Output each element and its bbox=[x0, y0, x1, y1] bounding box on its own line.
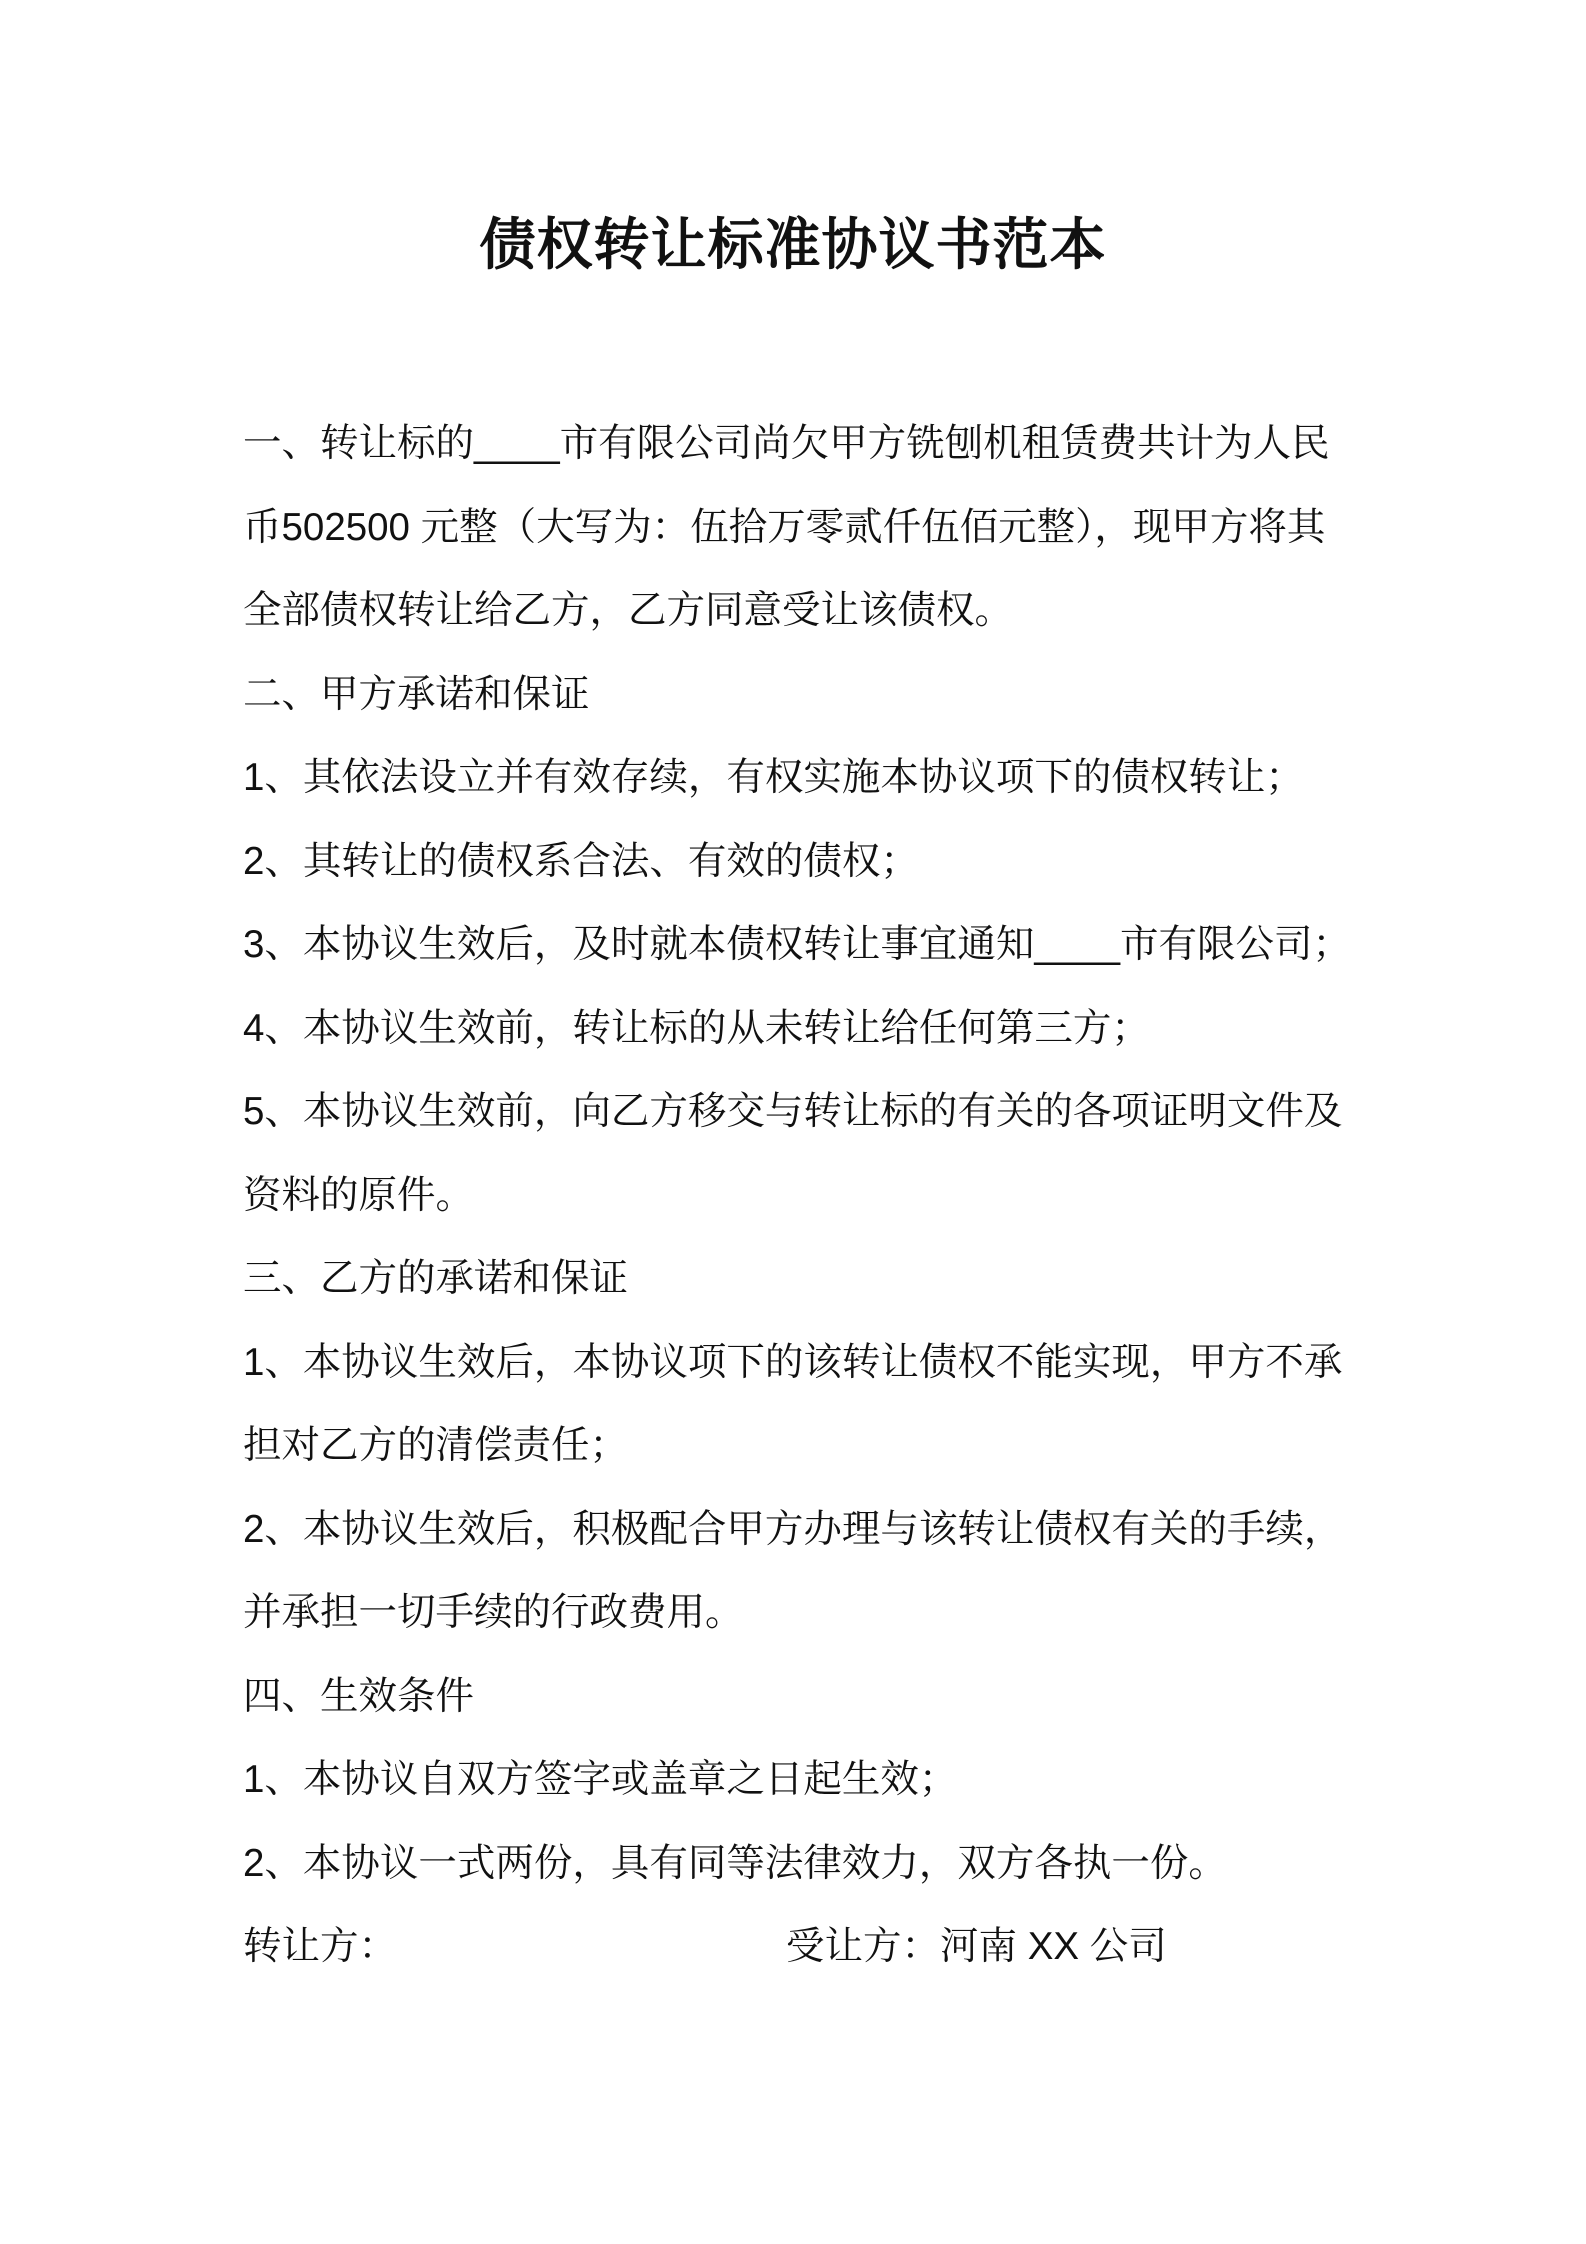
section-heading-party-b: 三、乙方的承诺和保证 bbox=[243, 1257, 629, 1300]
party-a-item-4: 4、本协议生效前，转让标的从未转让给任何第三方； bbox=[243, 1006, 1150, 1050]
clause-transfer-subject: 一、转让标的____市有限公司尚欠甲方铣刨机租赁费共计为人民币502500 元整（大写为：伍拾万零贰仟伍佰元整），现甲方将其全部债权转让给乙方，乙方同意受让该债权。 bbox=[243, 422, 1330, 632]
transferor-label: 转让方： bbox=[243, 1925, 398, 1968]
party-a-item-2: 2、其转让的债权系合法、有效的债权； bbox=[243, 839, 919, 883]
section-heading-effective: 四、生效条件 bbox=[243, 1674, 475, 1718]
document-body bbox=[243, 402, 1358, 1989]
party-a-item-5: 5、本协议生效前，向乙方移交与转让标的有关的各项证明文件及资料的原件。 bbox=[243, 1090, 1343, 1217]
effective-item-1: 1、本协议自双方签字或盖章之日起生效； bbox=[243, 1758, 958, 1801]
effective-item-2: 2、本协议一式两份，具有同等法律效力，双方各执一份。 bbox=[243, 1841, 1227, 1885]
party-b-item-1: 1、本协议生效后，本协议项下的该转让债权不能实现，甲方不承担对乙方的清偿责任； bbox=[243, 1340, 1343, 1467]
party-b-item-2: 2、本协议生效后，积极配合甲方办理与该转让债权有关的手续，并承担一切手续的行政费用。 bbox=[243, 1507, 1343, 1634]
party-a-item-3: 3、本协议生效后，及时就本债权转让事宜通知____市有限公司； bbox=[243, 923, 1352, 966]
section-heading-party-a: 二、甲方承诺和保证 bbox=[243, 672, 590, 716]
document-title: 债权转让标准协议书范本 bbox=[479, 213, 1107, 276]
transferee-label: 受让方：河南 XX 公司 bbox=[786, 1925, 1167, 1968]
party-a-item-1: 1、其依法设立并有效存续，有权实施本协议项下的债权转让； bbox=[243, 756, 1304, 799]
signature-line bbox=[243, 1905, 1358, 1989]
